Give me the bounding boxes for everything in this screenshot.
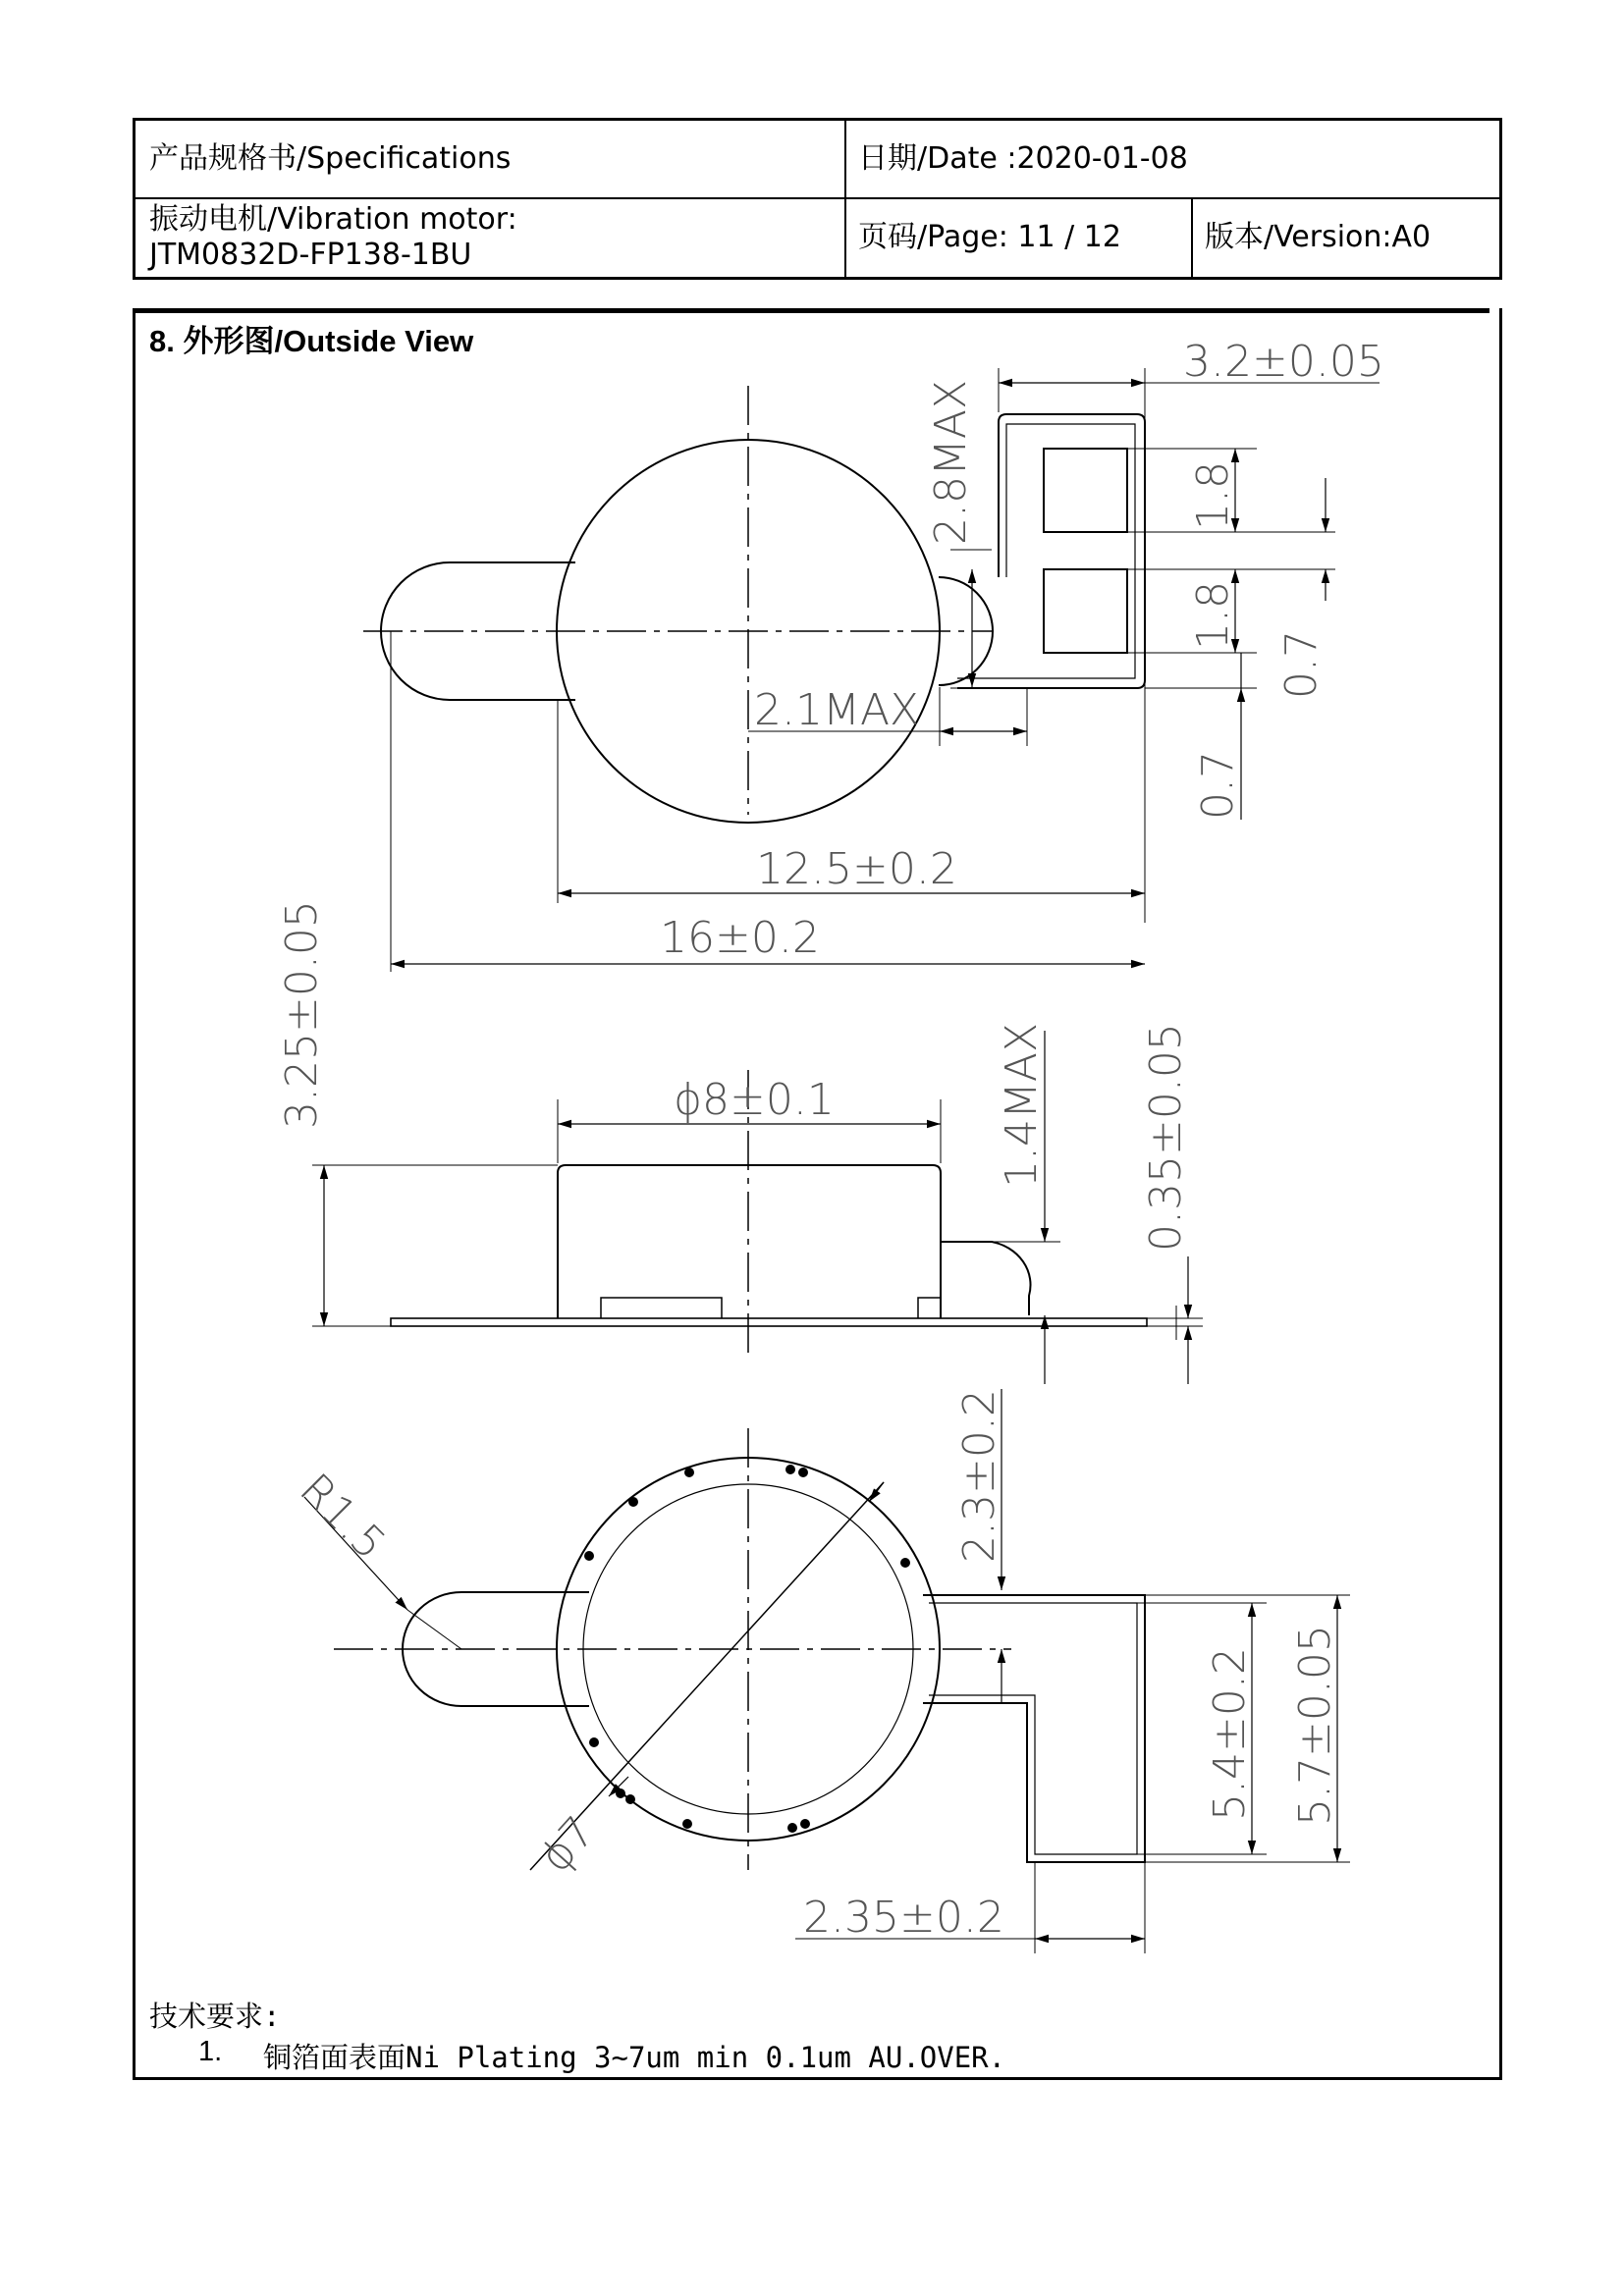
bottom-view	[304, 1389, 1350, 1953]
page-number: 页码/Page: 11 / 12	[858, 220, 1121, 254]
dim-5-7: 5.7±0.05	[1290, 1625, 1340, 1826]
dim-5-4: 5.4±0.2	[1205, 1647, 1255, 1821]
dim-gap-0-7-a: 0.7	[1276, 630, 1326, 699]
product-name: 振动电机/Vibration motor:	[149, 202, 517, 237]
dim-diameter-8: ϕ8±0.1	[674, 1075, 835, 1125]
requirements-heading: 技术要求:	[149, 2000, 281, 2033]
section-title: 8. 外形图/Outside View	[149, 324, 474, 358]
requirement-1-text: 铜箔面表面Ni Plating 3~7um min 0.1um AU.OVER.	[263, 2041, 1006, 2074]
dim-max-2-1: 2.1MAX	[754, 685, 920, 735]
dim-pad-width: 3.2±0.05	[1183, 337, 1384, 387]
dim-gap-0-7-b: 0.7	[1193, 751, 1243, 820]
version: 版本/Version:A0	[1205, 220, 1432, 254]
dim-radius-1-5: R1.5	[290, 1464, 396, 1570]
dim-phi-7: ϕ7	[530, 1806, 606, 1883]
dim-pad-1-8-b: 1.8	[1188, 581, 1238, 650]
dim-body-12-5: 12.5±0.2	[756, 844, 957, 894]
requirement-1-number: 1.	[198, 2036, 223, 2067]
doc-title: 产品规格书/Specifications	[149, 141, 512, 176]
product-model: JTM0832D-FP138-1BU	[149, 238, 472, 272]
doc-date: 日期/Date :2020-01-08	[858, 141, 1188, 176]
dim-height-3-25: 3.25±0.05	[277, 900, 327, 1129]
dim-fpc-0-35: 0.35±0.05	[1141, 1023, 1191, 1252]
dim-2-35: 2.35±0.2	[803, 1893, 1004, 1943]
dim-2-3: 2.3±0.2	[954, 1389, 1004, 1563]
dim-max-1-4: 1.4MAX	[997, 1022, 1047, 1188]
dim-total-16: 16±0.2	[660, 913, 820, 963]
dim-max-2-8: 2.8MAX	[926, 379, 976, 545]
dim-pad-1-8-a: 1.8	[1188, 461, 1238, 530]
